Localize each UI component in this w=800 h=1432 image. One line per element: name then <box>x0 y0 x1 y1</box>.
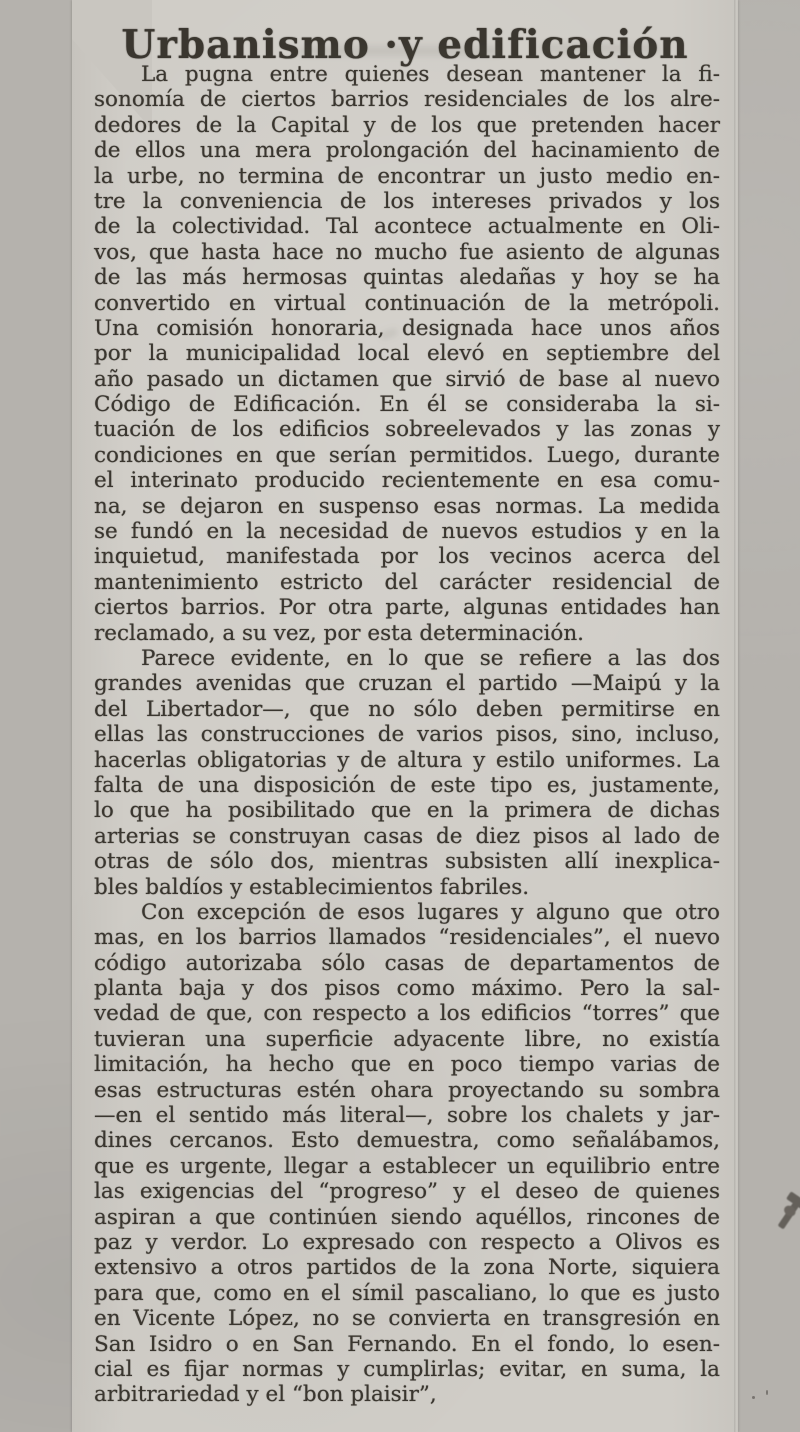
text-line: —en el sentido más literal—, sobre los chalets y jar- <box>94 1103 720 1129</box>
text-line: de ellos una mera prolongación del hacinamiento de <box>94 138 720 164</box>
text-line: vedad de que, con respecto a los edificios “torres” que <box>94 1001 720 1027</box>
text-line: esas estructuras estén ohara proyectando su sombra <box>94 1077 720 1103</box>
text-line: reclamado, a su vez, por esta determinación. <box>94 620 585 646</box>
text-line: mantenimiento estricto del carácter residencial de <box>94 569 720 595</box>
text-line: na, se dejaron en suspenso esas normas. La medida <box>94 493 720 519</box>
text-line: otras de sólo dos, mientras subsisten allí inexplica- <box>94 849 720 875</box>
text-line: año pasado un dictamen que sirvió de base al nuevo <box>94 366 720 392</box>
text-line: grandes avenidas que cruzan el partido —Maipú y la <box>94 671 720 697</box>
text-line: aspiran a que continúen siendo aquéllos, rincones de <box>94 1204 720 1230</box>
bleedthrough-smudge <box>540 44 660 53</box>
text-line: dines cercanos. Esto demuestra, como señalábamos, <box>94 1128 720 1154</box>
text-line: Con excepción de esos lugares y alguno que otro <box>141 899 720 925</box>
paragraph <box>94 646 720 900</box>
text-line: planta baja y dos pisos como máximo. Pero la sal- <box>94 976 720 1002</box>
paragraph <box>94 900 720 1408</box>
text-line: San Isidro o en San Fernando. En el fondo, lo esen- <box>94 1331 720 1357</box>
text-line: arbitrariedad y el “bon plaisir”, <box>94 1382 437 1408</box>
text-line: por la municipalidad local elevó en septiembre del <box>94 341 720 367</box>
text-line: ciertos barrios. Por otra parte, algunas entidades han <box>94 595 720 621</box>
text-line: arterias se construyan casas de diez pisos al lado de <box>94 823 720 849</box>
text-line: hacerlas obligatorias y de altura y estilo uniformes. La <box>94 747 720 773</box>
text-line: el interinato producido recientemente en esa comu- <box>94 468 720 494</box>
text-line: de la colectividad. Tal acontece actualmente en Oli- <box>94 214 720 240</box>
text-line: vos, que hasta hace no mucho fue asiento de algunas <box>94 239 720 265</box>
paragraph <box>94 62 720 646</box>
text-line: sonomía de ciertos barrios residenciales de los alre- <box>94 87 720 113</box>
text-line: cial es fijar normas y cumplirlas; evitar, en suma, la <box>94 1356 720 1382</box>
text-line: tuvieran una superficie adyacente libre, no existía <box>94 1026 720 1052</box>
text-line: convertido en virtual continuación de la metrópoli. <box>94 290 720 316</box>
text-line: las exigencias del “progreso” y el deseo de quienes <box>94 1179 720 1205</box>
ink-speck <box>766 1390 768 1395</box>
bleedthrough-smudge <box>300 46 500 56</box>
text-line: en Vicente López, no se convierta en transgresión en <box>94 1306 720 1332</box>
text-line: de las más hermosas quintas aledañas y hoy se ha <box>94 265 720 291</box>
ink-speck <box>752 1396 755 1399</box>
text-line: para que, como en el símil pascaliano, lo que es justo <box>94 1280 720 1306</box>
article-title: Urbanismo ·y edificación <box>121 22 689 69</box>
text-line: paz y verdor. Lo expresado con respecto a Olivos es <box>94 1229 720 1255</box>
paper-crease <box>734 0 737 1432</box>
text-line: la urbe, no termina de encontrar un justo medio en- <box>94 163 720 189</box>
text-line: La pugna entre quienes desean mantener la fi- <box>141 62 720 87</box>
text-line: dedores de la Capital y de los que pretenden hacer <box>94 112 720 138</box>
text-line: código autorizaba sólo casas de departamentos de <box>94 950 720 976</box>
text-line: del Libertador—, que no sólo deben permitirse en <box>94 696 720 722</box>
text-line: lo que ha posibilitado que en la primera de dichas <box>94 798 720 824</box>
text-line: inquietud, manifestada por los vecinos acerca del <box>94 544 720 570</box>
text-line: se fundó en la necesidad de nuevos estudios y en la <box>94 519 720 545</box>
text-line: mas, en los barrios llamados “residenciales”, el nuevo <box>94 925 720 951</box>
text-line: ellas las construcciones de varios pisos, sino, incluso, <box>94 722 720 748</box>
text-line: tre la conveniencia de los intereses privados y los <box>94 188 720 214</box>
ink-stamp-mark <box>766 1188 800 1239</box>
text-line: condiciones en que serían permitidos. Luego, durante <box>94 442 720 468</box>
text-line: limitación, ha hecho que en poco tiempo varias de <box>94 1052 720 1078</box>
text-line: Una comisión honoraria, designada hace unos años <box>94 315 720 341</box>
text-line: extensivo a otros partidos de la zona Norte, siquiera <box>94 1255 720 1281</box>
text-line: bles baldíos y establecimientos fabriles. <box>94 874 530 900</box>
text-line: tuación de los edificios sobreelevados y las zonas y <box>94 417 720 443</box>
text-line: Parece evidente, en lo que se refiere a las dos <box>141 645 720 671</box>
text-line: Código de Edificación. En él se consideraba la si- <box>94 392 720 418</box>
article-body <box>94 62 720 1408</box>
text-line: que es urgente, llegar a establecer un equilibrio entre <box>94 1153 720 1179</box>
text-line: falta de una disposición de este tipo es, justamente, <box>94 772 720 798</box>
